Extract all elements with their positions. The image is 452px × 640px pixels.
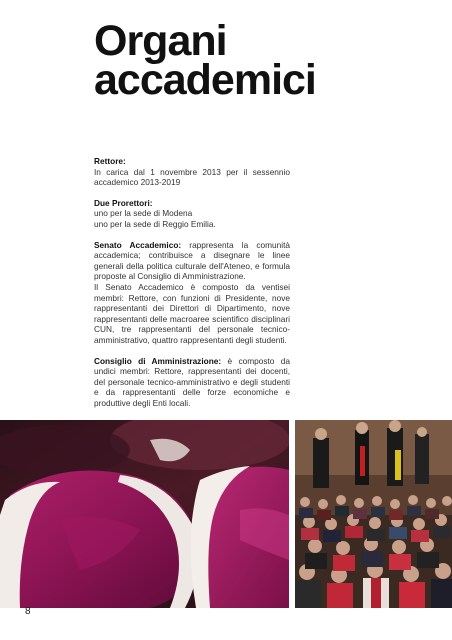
consiglio-section bbox=[94, 356, 290, 409]
prorettori-label: Due Prorettori: bbox=[94, 197, 153, 208]
photo-strip bbox=[0, 420, 452, 608]
title-line-2: accademici bbox=[94, 56, 316, 104]
academic-robes-photo bbox=[0, 420, 289, 608]
prorettori-line-2: uno per la sede di Reggio Emilia. bbox=[94, 218, 216, 229]
senato-label: Senato Accademico: bbox=[94, 239, 182, 250]
prorettori-line-1: uno per la sede di Modena bbox=[94, 208, 193, 219]
senato-text-2: Il Senato Accademico è composto da ventisei membri: Rettore, con funzioni di Presidente, nove rappresentanti dei Direttori di Dipartimento, nove rappresentanti delle macroaree scientifico disciplinari CUN, tre rappresentanti del personale tecnico-amministrativo, quattro rappresentanti degli studenti. bbox=[94, 281, 290, 345]
rettore-text: In carica dal 1 novembre 2013 per il sessennio accademico 2013-2019 bbox=[94, 166, 290, 188]
body-text bbox=[94, 156, 290, 439]
consiglio-text: è composto da undici membri: Rettore, rappresentanti dei docenti, del personale tecnico-amministrativo e degli studenti e da rappresentanti delle forze economiche e produttive degli Enti locali. bbox=[94, 355, 290, 408]
rettore-label: Rettore: bbox=[94, 156, 126, 166]
consiglio-label: Consiglio di Amministrazione: bbox=[94, 355, 222, 366]
ceremony-audience-photo bbox=[295, 420, 452, 608]
page-number: 8 bbox=[25, 606, 31, 617]
title-line-1: Organi bbox=[94, 17, 227, 65]
senato-section bbox=[94, 240, 290, 346]
rettore-section bbox=[94, 156, 290, 188]
page-title bbox=[94, 17, 316, 104]
prorettori-section bbox=[94, 198, 290, 230]
senato-text-1: rappresenta la comunità accademica; contribuisce a disegnare le linee generali della politica culturale dell'Ateneo, e formula proposte al Consiglio di Amministrazione. bbox=[94, 239, 290, 282]
